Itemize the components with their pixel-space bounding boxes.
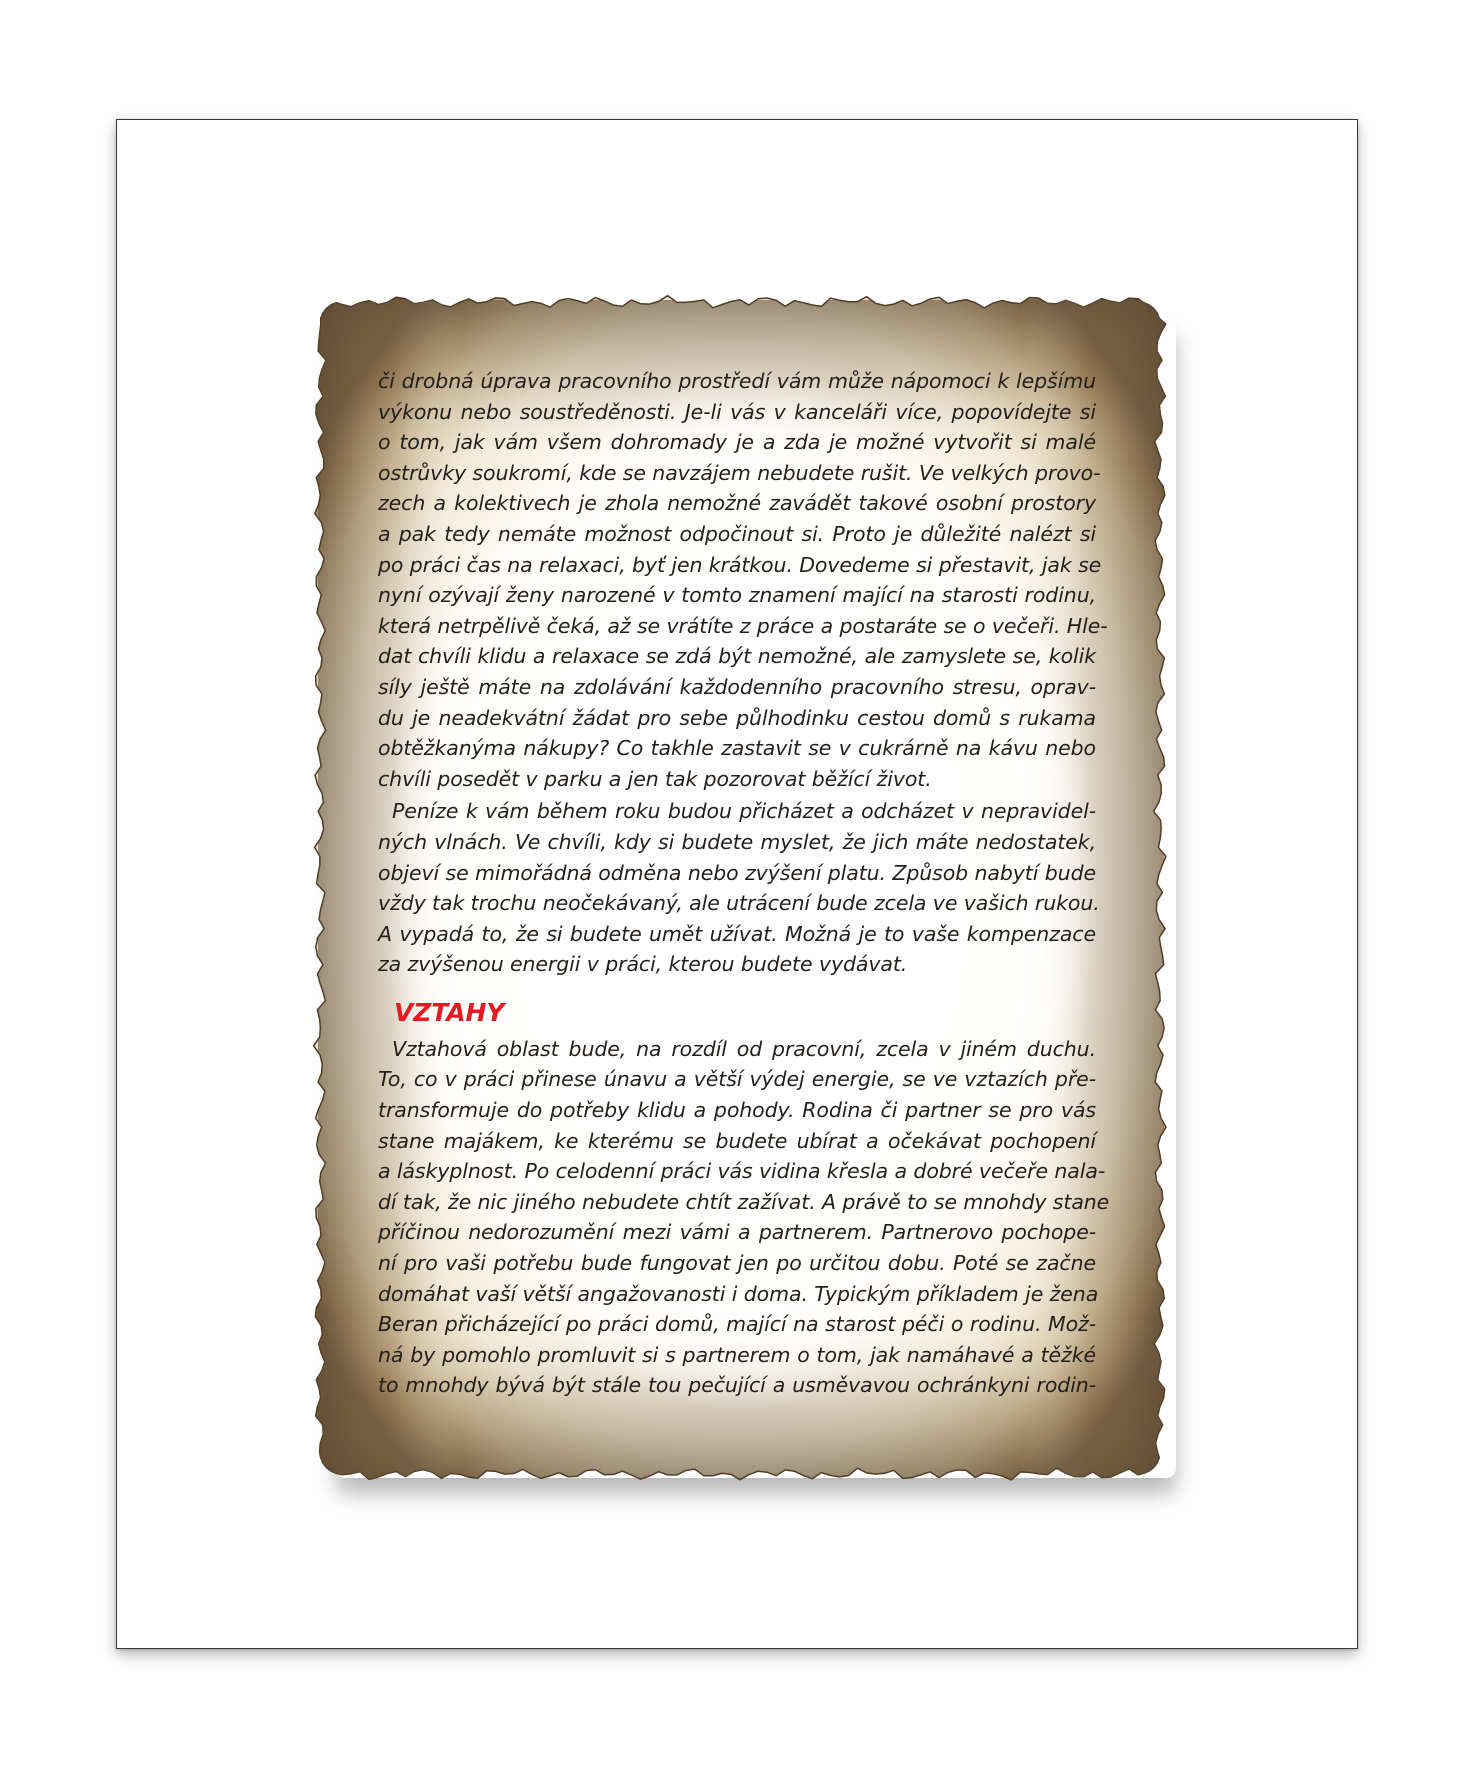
- text-line: obtěžkanýma nákupy? Co takhle zastavit se v cukrárně na kávu nebo: [378, 736, 1096, 761]
- section-heading: VZTAHY: [394, 997, 505, 1027]
- text-line: Peníze k vám během roku budou přicházet a odcházet v nepravidel-: [392, 799, 1096, 824]
- text-line: chvíli posedět v parku a jen tak pozorovat běžící život.: [378, 766, 932, 791]
- text-line: zech a kolektivech je zhola nemožné zavádět takové osobní prostory: [378, 491, 1096, 516]
- text-line: která netrpělivě čeká, až se vrátíte z práce a postaráte se o večeři. Hle-: [378, 613, 1108, 638]
- text-line: dat chvíli klidu a relaxace se zdá být nemožné, ale zamyslete se, kolik: [378, 644, 1096, 669]
- text-line: a pak tedy nemáte možnost odpočinout si. Proto je důležité nalézt si: [378, 521, 1096, 546]
- text-line: ostrůvky soukromí, kde se navzájem nebudete rušit. Ve velkých provo-: [378, 460, 1101, 485]
- paragraph-3: [378, 1034, 1110, 1401]
- text-line: příčinou nedorozumění mezi vámi a partnerem. Partnerovo pochope-: [378, 1220, 1096, 1245]
- text-line: a láskyplnost. Po celodenní práci vás vidina křesla a dobré večeře nala-: [378, 1159, 1106, 1184]
- text-line: ných vlnách. Ve chvíli, kdy si budete myslet, že jich máte nedostatek,: [378, 829, 1096, 854]
- text-line: výkonu nebo soustředěnosti. Je-li vás v kanceláři více, popovídejte si: [378, 399, 1096, 424]
- text-line: nyní ozývají ženy narozené v tomto znamení mající na starosti rodinu,: [378, 583, 1096, 608]
- text-line: stane majákem, ke kterému se budete ubírat a očekávat pochopení: [378, 1128, 1096, 1153]
- text-line: o tom, jak vám všem dohromady je a zda je možné vytvořit si malé: [378, 430, 1096, 455]
- body-text: [378, 366, 1110, 1401]
- text-line: ní pro vaši potřebu bude fungovat jen po určitou dobu. Poté se začne: [378, 1251, 1096, 1276]
- paragraph-1: [378, 366, 1108, 794]
- paragraph-2: [378, 796, 1100, 980]
- text-line: za zvýšenou energii v práci, kterou budete vydávat.: [378, 952, 908, 977]
- text-line: dí tak, že nic jiného nebudete chtít zažívat. A právě to se mnohdy stane: [378, 1189, 1110, 1214]
- text-line: du je neadekvátní žádat pro sebe půlhodinku cestou domů s rukama: [378, 705, 1096, 730]
- text-line: ná by pomohlo promluvit si s partnerem o tom, jak namáhavé a těžké: [378, 1342, 1096, 1367]
- text-line: Vztahová oblast bude, na rozdíl od pracovní, zcela v jiném duchu.: [392, 1036, 1096, 1061]
- text-line: objeví se mimořádná odměna nebo zvýšení platu. Způsob nabytí bude: [378, 860, 1096, 885]
- text-line: vždy tak trochu neočekávaný, ale utrácení bude zcela ve vašich rukou.: [378, 891, 1100, 916]
- text-line: či drobná úprava pracovního prostředí vám může nápomoci k lepšímu: [378, 369, 1096, 393]
- text-line: transformuje do potřeby klidu a pohody. Rodina či partner se pro vás: [378, 1098, 1096, 1123]
- text-line: to mnohdy bývá být stále tou pečující a usměvavou ochránkyni rodin-: [378, 1373, 1096, 1398]
- text-line: po práci čas na relaxaci, byť jen krátkou. Dovedeme si přestavit, jak se: [378, 552, 1102, 577]
- text-line: A vypadá to, že si budete umět užívat. Možná je to vaše kompenzace: [378, 921, 1096, 946]
- text-line: To, co v práci přinese únavu a větší výdej energie, se ve vztazích pře-: [378, 1067, 1096, 1092]
- text-line: Beran přicházející po práci domů, mající na starost péči o rodinu. Mož-: [378, 1312, 1096, 1337]
- text-line: domáhat vaší větší angažovanosti i doma. Typickým příkladem je žena: [378, 1281, 1099, 1306]
- text-line: síly ještě máte na zdolávání každodenního pracovního stresu, oprav-: [378, 674, 1096, 699]
